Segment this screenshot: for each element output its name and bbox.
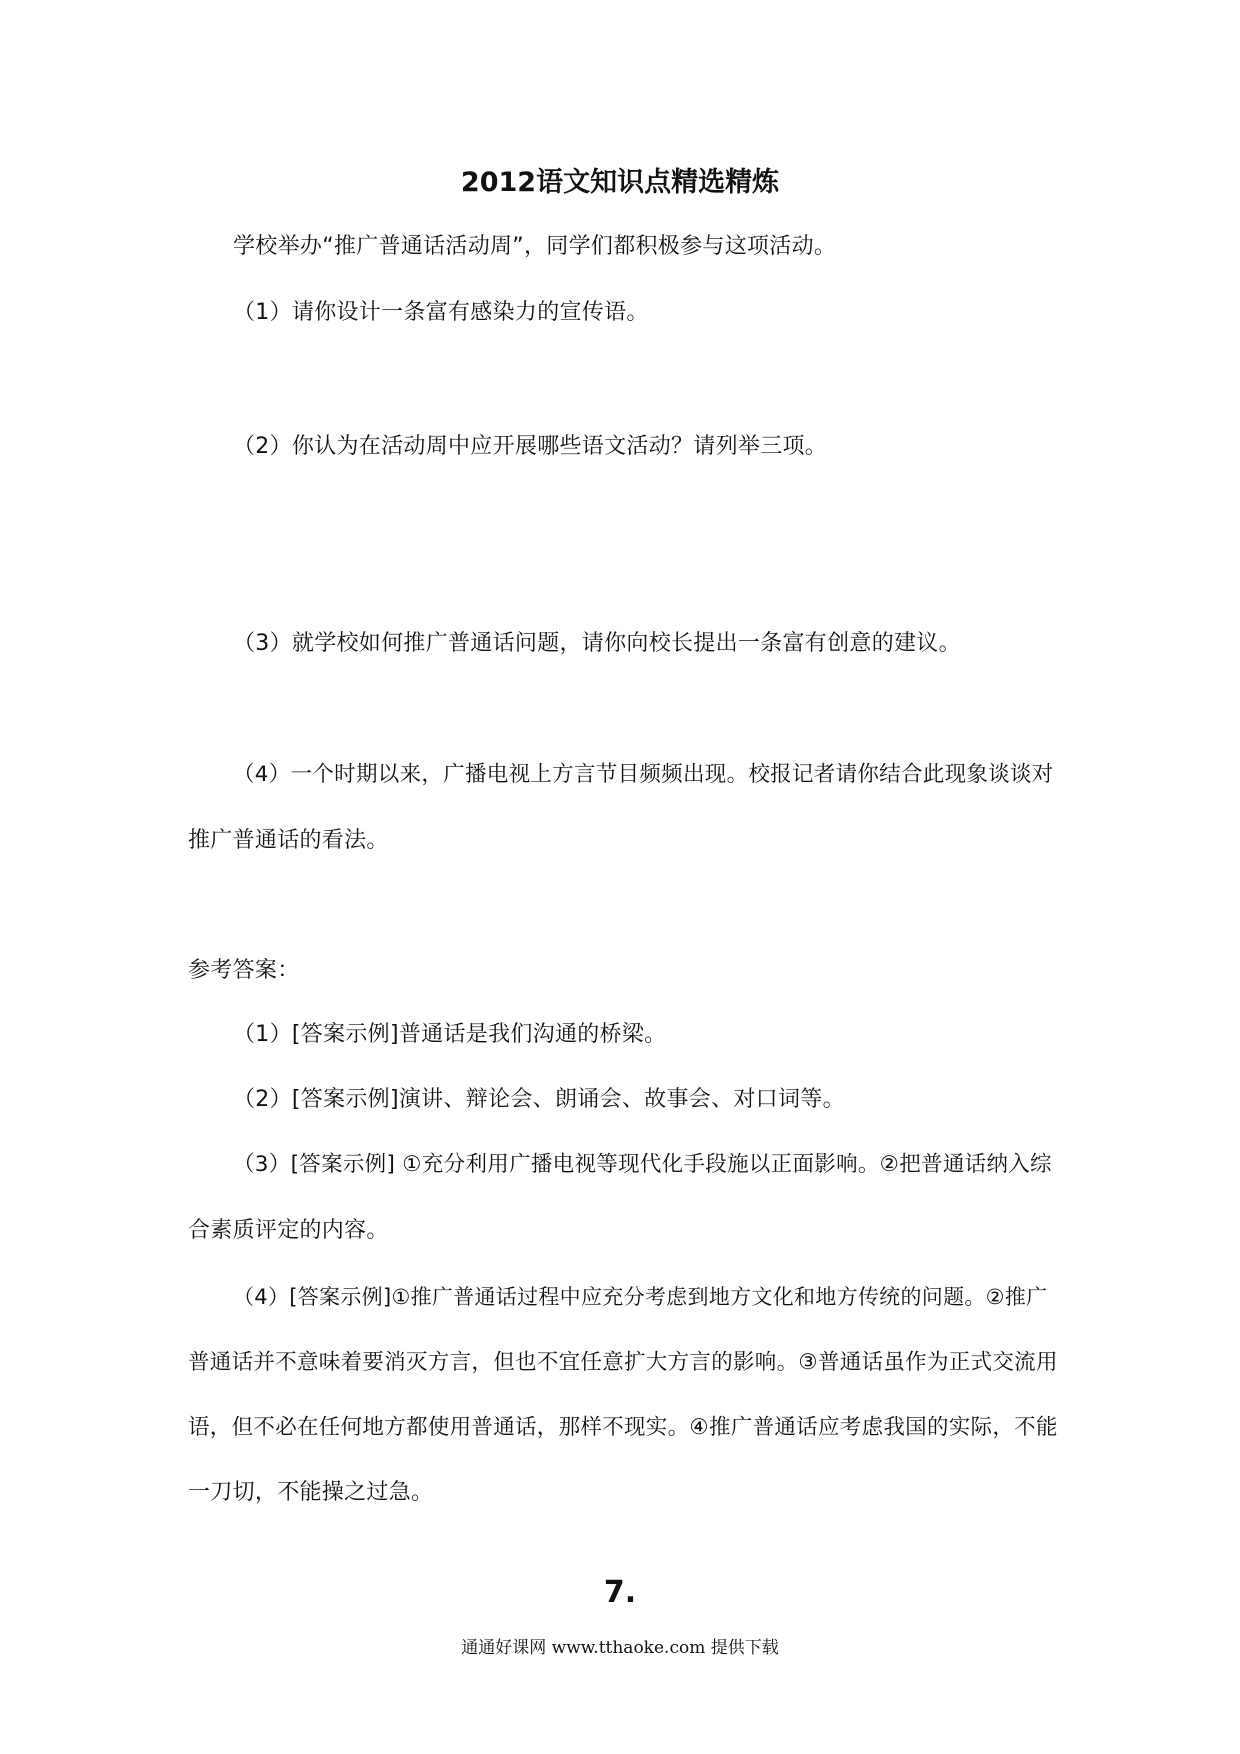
question-4-line-1: （4）一个时期以来，广播电视上方言节目频频出现。校报记者请你结合此现象谈谈对 [233,762,1054,787]
answer-1: （1）[答案示例]普通话是我们沟通的桥梁。 [233,1022,667,1047]
question-4-line-2: 推广普通话的看法。 [188,828,389,853]
answer-4-line-4: 一刀切，不能操之过急。 [188,1480,434,1505]
document-title: 2012语文知识点精选精炼 [460,167,780,198]
answer-4-line-2: 普通话并不意味着要消灭方言，但也不宜任意扩大方言的影响。③普通话虽作为正式交流用 [188,1350,1058,1375]
answer-3-line-2: 合素质评定的内容。 [188,1218,389,1243]
question-3: （3）就学校如何推广普通话问题，请你向校长提出一条富有创意的建议。 [233,631,961,656]
question-1: （1）请你设计一条富有感染力的宣传语。 [233,300,649,325]
page-number: 7. [603,1575,637,1610]
answer-2: （2）[答案示例]演讲、辩论会、朗诵会、故事会、对口词等。 [233,1087,845,1112]
answers-heading: 参考答案： [188,958,300,983]
intro-paragraph: 学校举办“推广普通话活动周”，同学们都积极参与这项活动。 [233,234,837,259]
answer-4-line-1: （4）[答案示例]①推广普通话过程中应充分考虑到地方文化和地方传统的问题。②推广 [233,1285,1048,1309]
answer-3-line-1: （3）[答案示例] ①充分利用广播电视等现代化手段施以正面影响。②把普通话纳入综 [233,1152,1052,1177]
answer-4-line-3: 语，但不必在任何地方都使用普通话，那样不现实。④推广普通话应考虑我国的实际，不能 [188,1415,1058,1440]
footer-text: 通通好课网 www.tthaoke.com 提供下载 [461,1638,779,1658]
question-2: （2）你认为在活动周中应开展哪些语文活动？请列举三项。 [233,434,828,459]
